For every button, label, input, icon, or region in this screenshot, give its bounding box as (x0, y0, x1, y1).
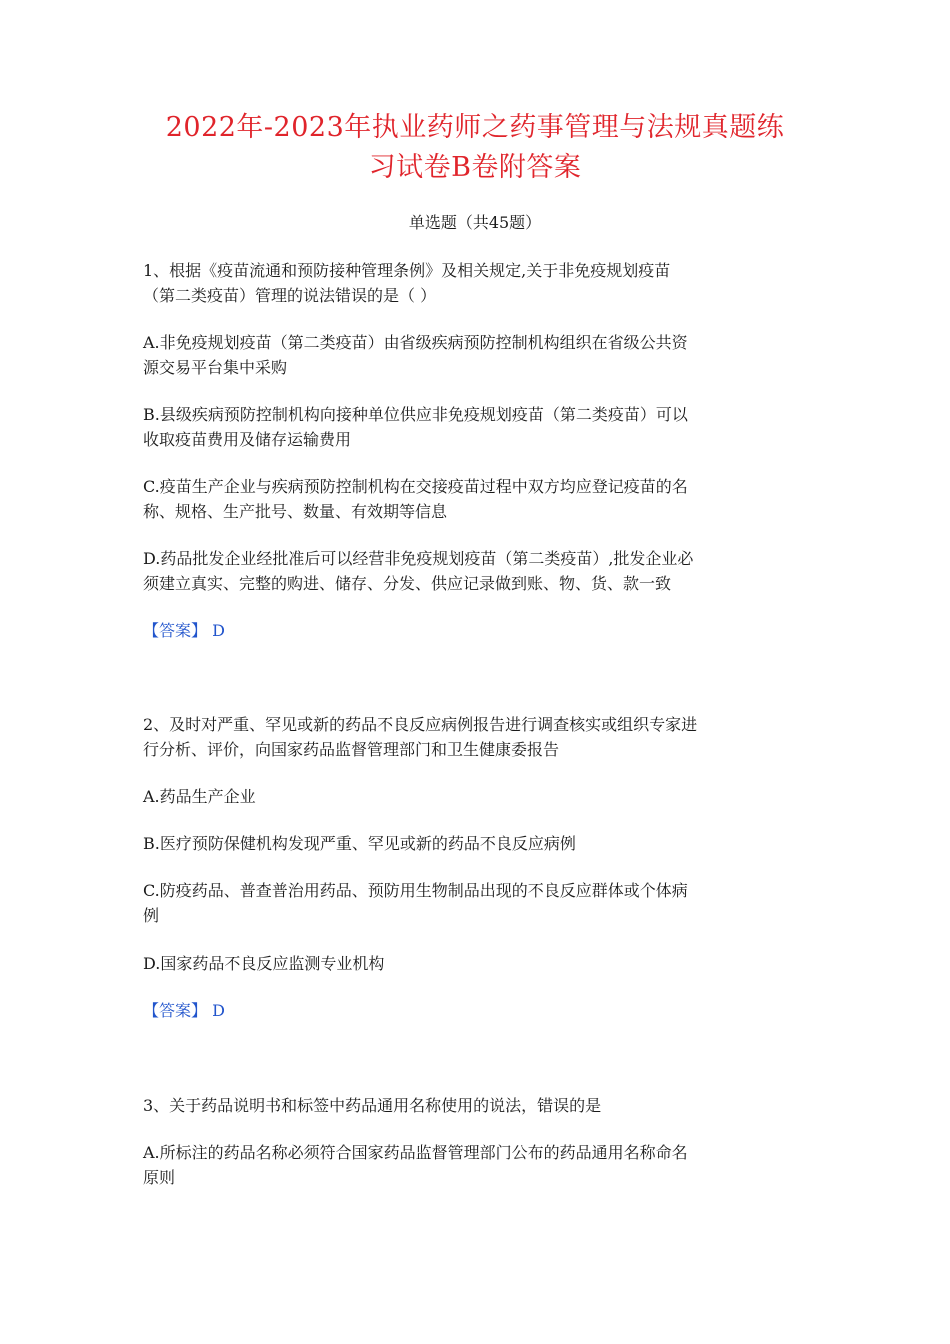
question-1-option-a (143, 330, 813, 380)
question-2-stem (143, 712, 813, 762)
question-2-option-d (143, 951, 813, 976)
question-2-answer (143, 998, 813, 1023)
option-line: A.非免疫规划疫苗（第二类疫苗）由省级疾病预防控制机构组织在省级公共资 (143, 333, 688, 352)
question-1-option-b (143, 402, 813, 452)
option-line: 须建立真实、完整的购进、储存、分发、供应记录做到账、物、货、款一致 (143, 574, 672, 593)
section-heading: 单选题（共45题） (408, 213, 542, 232)
question-1-option-d (143, 546, 813, 596)
option-line: B.医疗预防保健机构发现严重、罕见或新的药品不良反应病例 (143, 834, 576, 853)
option-line: D.药品批发企业经批准后可以经营非免疫规划疫苗（第二类疫苗）,批发企业必 (143, 549, 694, 568)
option-line: A.所标注的药品名称必须符合国家药品监督管理部门公布的药品通用名称命名 (143, 1143, 688, 1162)
question-3-stem (143, 1093, 813, 1118)
option-line: 原则 (143, 1168, 176, 1187)
option-line: C.疫苗生产企业与疾病预防控制机构在交接疫苗过程中双方均应登记疫苗的名 (143, 477, 688, 496)
title-line-2: 习试卷B卷附答案 (368, 152, 582, 183)
stem-line: 行分析、评价，向国家药品监督管理部门和卫生健康委报告 (143, 740, 560, 759)
stem-line: 3、关于药品说明书和标签中药品通用名称使用的说法，错误的是 (143, 1096, 602, 1115)
title-line-1: 2022年-2023年执业药师之药事管理与法规真题练 (165, 112, 785, 143)
question-3-option-a (143, 1140, 813, 1190)
answer-label: 【答案】 (143, 1001, 208, 1020)
answer-label: 【答案】 (143, 621, 208, 640)
option-line: 源交易平台集中采购 (143, 358, 288, 377)
answer-value: D (212, 1001, 225, 1020)
stem-line: 1、根据《疫苗流通和预防接种管理条例》及相关规定,关于非免疫规划疫苗 (143, 261, 671, 280)
question-2-option-b (143, 831, 813, 856)
question-2-option-c (143, 878, 813, 928)
stem-line: （第二类疫苗）管理的说法错误的是（ ） (143, 286, 437, 305)
option-line: D.国家药品不良反应监测专业机构 (143, 954, 385, 973)
option-line: 收取疫苗费用及储存运输费用 (143, 430, 352, 449)
stem-line: 2、及时对严重、罕见或新的药品不良反应病例报告进行调查核实或组织专家进 (143, 715, 698, 734)
option-line: A.药品生产企业 (143, 787, 256, 806)
option-line: 称、规格、生产批号、数量、有效期等信息 (143, 502, 448, 521)
document-title (100, 108, 850, 188)
option-line: C.防疫药品、普查普治用药品、预防用生物制品出现的不良反应群体或个体病 (143, 881, 688, 900)
question-1-answer (143, 618, 813, 643)
question-1-stem (143, 258, 813, 308)
question-1-option-c (143, 474, 813, 524)
question-2-option-a (143, 784, 813, 809)
answer-value: D (212, 621, 225, 640)
option-line: 例 (143, 906, 160, 925)
option-line: B.县级疾病预防控制机构向接种单位供应非免疫规划疫苗（第二类疫苗）可以 (143, 405, 688, 424)
